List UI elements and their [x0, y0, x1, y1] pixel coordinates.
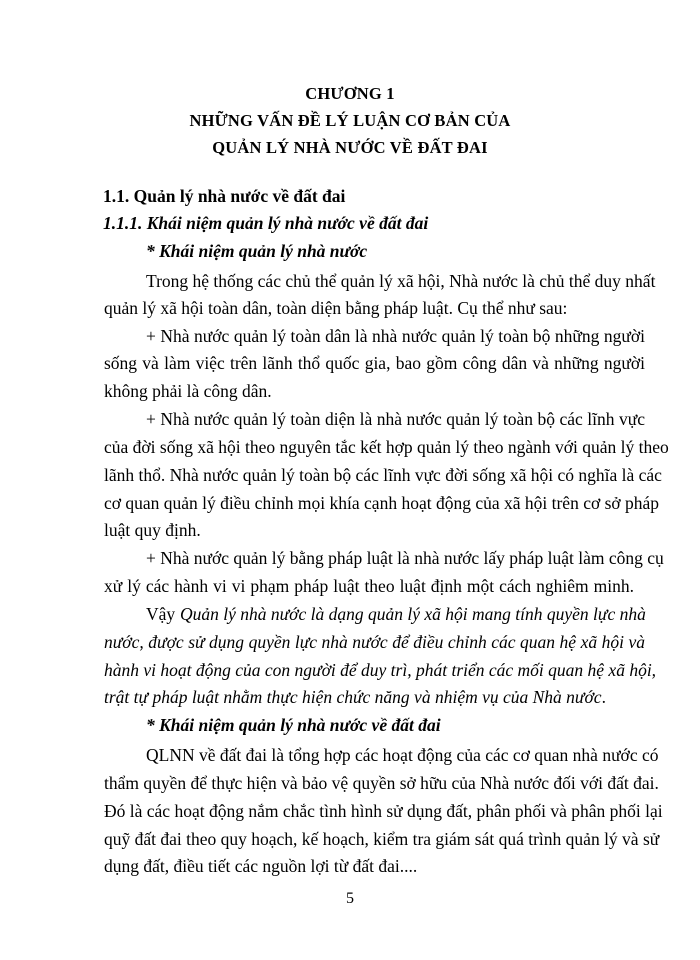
- point1-line: không phải là công dân.: [104, 381, 272, 401]
- concept2-line: thẩm quyền để thực hiện và bảo vệ quyền sở hữu của Nhà nước đối với đất đai.: [104, 773, 659, 793]
- concept2-heading: * Khái niệm quản lý nhà nước về đất đai: [146, 715, 441, 735]
- concept2-line: QLNN về đất đai là tổng hợp các hoạt động của các cơ quan nhà nước có: [146, 745, 659, 765]
- point3-line: + Nhà nước quản lý bằng pháp luật là nhà nước lấy pháp luật làm công cụ: [146, 548, 664, 568]
- concept1-intro-line: quản lý xã hội toàn dân, toàn diện bằng pháp luật. Cụ thể như sau:: [104, 298, 568, 318]
- point2-line: + Nhà nước quản lý toàn diện là nhà nước quản lý toàn bộ các lĩnh vực: [146, 409, 645, 429]
- point1-line: + Nhà nước quản lý toàn dân là nhà nước quản lý toàn bộ những người: [146, 326, 645, 346]
- subsection-heading: 1.1.1. Khái niệm quản lý nhà nước về đất đai: [103, 213, 429, 233]
- point3-line: xử lý các hành vi vi phạm pháp luật theo luật định một cách nghiêm minh.: [104, 576, 634, 596]
- section-heading: 1.1. Quản lý nhà nước về đất đai: [103, 186, 346, 206]
- point2-line: luật quy định.: [104, 520, 201, 540]
- definition-end: .: [601, 687, 606, 707]
- point2-line: lãnh thổ. Nhà nước quản lý toàn bộ các lĩnh vực đời sống xã hội có nghĩa là các: [104, 465, 662, 485]
- chapter-title-line-1: NHỮNG VẤN ĐỀ LÝ LUẬN CƠ BẢN CỦA: [189, 111, 511, 130]
- concept1-heading: * Khái niệm quản lý nhà nước: [146, 241, 368, 261]
- point2-line: cơ quan quản lý điều chỉnh mọi khía cạnh hoạt động của xã hội trên cơ sở pháp: [104, 493, 660, 513]
- definition-line: hành vi hoạt động của con người để duy trì, phát triển các mối quan hệ xã hội,: [104, 660, 657, 680]
- definition-line: Quản lý nhà nước là dạng quản lý xã hội mang tính quyền lực nhà: [180, 604, 646, 624]
- definition-line: nước, được sử dụng quyền lực nhà nước để điều chỉnh các quan hệ xã hội và: [104, 632, 645, 652]
- concept2-line: Đó là các hoạt động nắm chắc tình hình sử dụng đất, phân phối và phân phối lại: [104, 801, 663, 821]
- page-number: 5: [346, 890, 354, 907]
- definition-line: trật tự pháp luật nhằm thực hiện chức năng và nhiệm vụ của Nhà nước: [104, 687, 602, 707]
- chapter-number: CHƯƠNG 1: [305, 84, 395, 103]
- point1-line: sống và làm việc trên lãnh thổ quốc gia, bao gồm công dân và những người: [104, 353, 645, 373]
- concept2-line: quỹ đất đai theo quy hoạch, kế hoạch, kiểm tra giám sát quá trình quản lý và sử: [104, 829, 660, 849]
- chapter-title-line-2: QUẢN LÝ NHÀ NƯỚC VỀ ĐẤT ĐAI: [212, 138, 488, 157]
- concept1-intro-line: Trong hệ thống các chủ thể quản lý xã hội, Nhà nước là chủ thể duy nhất: [146, 271, 656, 291]
- concept2-line: dụng đất, điều tiết các nguồn lợi từ đất đai....: [104, 856, 418, 876]
- definition-lead: Vậy: [146, 604, 176, 624]
- point2-line: của đời sống xã hội theo nguyên tắc kết hợp quản lý theo ngành với quản lý theo: [104, 437, 669, 457]
- definition-last-line: [104, 686, 606, 708]
